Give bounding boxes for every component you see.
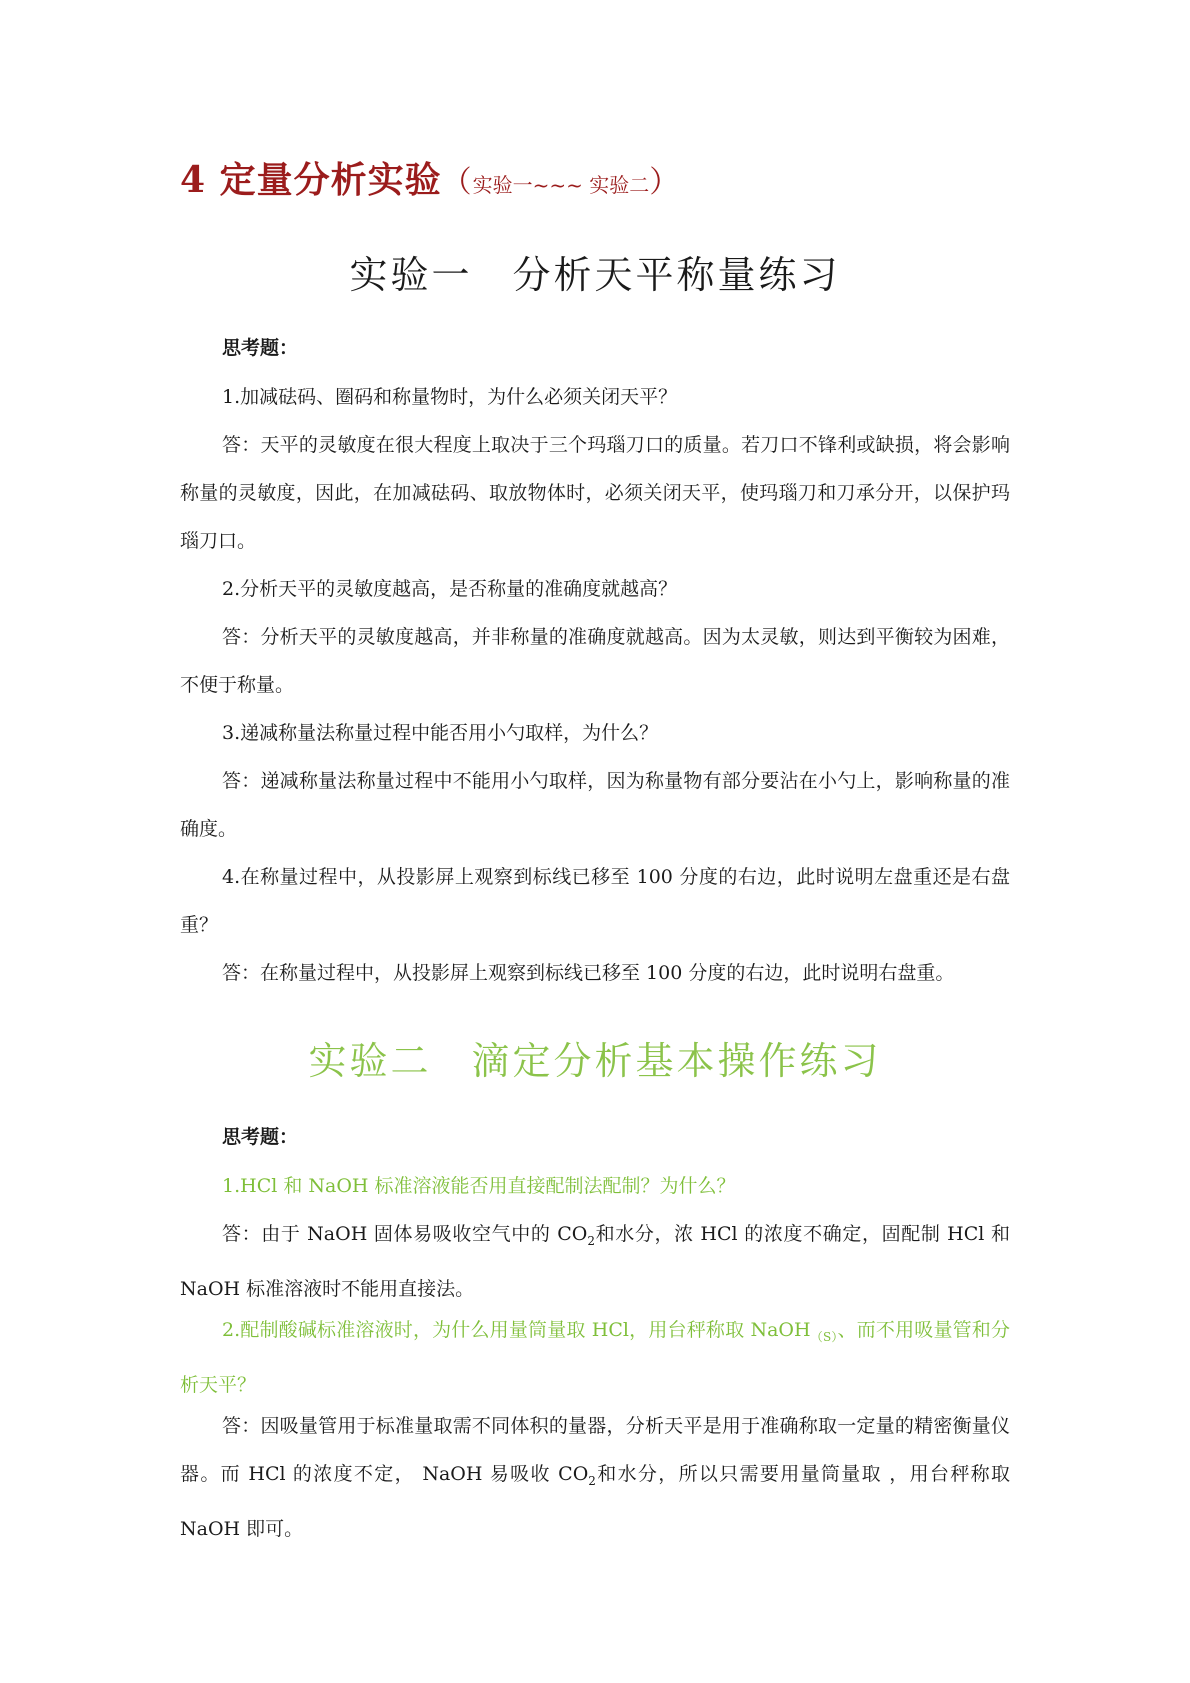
experiment2-answer-1 bbox=[180, 1210, 1010, 1313]
experiment1-answer-4: 答：在称量过程中，从投影屏上观察到标线已移至 100 分度的右边，此时说明右盘重。 bbox=[222, 962, 955, 984]
experiment1-questions-label: 思考题： bbox=[222, 337, 299, 359]
experiment1-answer-1: 答：天平的灵敏度在很大程度上取决于三个玛瑙刀口的质量。若刀口不锋利或缺损，将会影响称量的灵敏度，因此，在加减砝码、取放物体时，必须关闭天平，使玛瑙刀和刀承分开，以保护玛瑙刀口。 bbox=[180, 434, 1010, 552]
experiment2-answer-1-text-a: 答：由于 NaOH 固体易吸收空气中的 CO bbox=[222, 1223, 588, 1245]
experiment1-question-2: 2.分析天平的灵敏度越高，是否称量的准确度就越高？ bbox=[222, 578, 678, 600]
experiment2-answer-2-subscript: 2 bbox=[588, 1473, 596, 1488]
experiment1-title-name: 分析天平称量练习 bbox=[512, 253, 841, 297]
experiment2-question-2 bbox=[180, 1306, 1010, 1409]
experiment1-answer-2: 答：分析天平的灵敏度越高，并非称量的准确度就越高。因为太灵敏，则达到平衡较为困难，不便于称量。 bbox=[180, 626, 1010, 696]
experiment2-question-2-text-a: 2.配制酸碱标准溶液时，为什么用量筒量取 HCl，用台秤称取 NaOH bbox=[222, 1319, 811, 1341]
experiment2-answer-2-text-b: 和水分，所以只需要用量筒量取 ，用台秤称取 NaOH 即可。 bbox=[180, 1463, 1010, 1540]
experiment2-question-2-text-b: 、而不用吸量管和分析天平？ bbox=[180, 1319, 1010, 1396]
experiment1-question-1: 1.加减砝码、圈码和称量物时，为什么必须关闭天平？ bbox=[222, 386, 678, 408]
chapter-subtitle: 实验一~~~ 实验二 bbox=[472, 173, 650, 197]
experiment1-title bbox=[0, 244, 1190, 299]
chapter-title: 4 定量分析实验 bbox=[180, 159, 442, 201]
experiment1-question-4: 4.在称量过程中，从投影屏上观察到标线已移至 100 分度的右边，此时说明左盘重还是右盘重？ bbox=[180, 866, 1010, 936]
experiment2-title-number: 实验二 bbox=[308, 1039, 432, 1083]
experiment2-question-2-subscript: （S） bbox=[810, 1329, 838, 1344]
experiment1-question-3: 3.递减称量法称量过程中能否用小勺取样，为什么？ bbox=[222, 722, 659, 744]
experiment2-title bbox=[0, 1030, 1190, 1085]
experiment2-answer-2 bbox=[180, 1402, 1010, 1553]
experiment1-title-number: 实验一 bbox=[349, 253, 473, 297]
chapter-open-paren: （ bbox=[441, 165, 473, 200]
experiment2-answer-1-subscript: 2 bbox=[587, 1233, 595, 1248]
experiment2-answer-2-text-a: 答：因吸量管用于标准量取需不同体积的量器，分析天平是用于准确称取一定量的精密衡量仪器。而 HCl 的浓度不定， NaOH 易吸收 CO bbox=[180, 1415, 1010, 1485]
experiment2-title-name: 滴定分析基本操作练习 bbox=[471, 1039, 882, 1083]
experiment1-answer-3: 答：递减称量法称量过程中不能用小勺取样，因为称量物有部分要沾在小勺上，影响称量的准确度。 bbox=[180, 770, 1010, 840]
experiment2-questions-label: 思考题： bbox=[222, 1126, 299, 1148]
experiment2-answer-1-text-b: 和水分，浓 HCl 的浓度不确定，固配制 HCl 和 NaOH 标准溶液时不能用直接法。 bbox=[180, 1223, 1010, 1300]
chapter-heading bbox=[180, 152, 680, 203]
experiment2-question-1: 1.HCl 和 NaOH 标准溶液能否用直接配制法配制？为什么？ bbox=[222, 1175, 736, 1197]
chapter-close-paren: ） bbox=[649, 165, 681, 200]
